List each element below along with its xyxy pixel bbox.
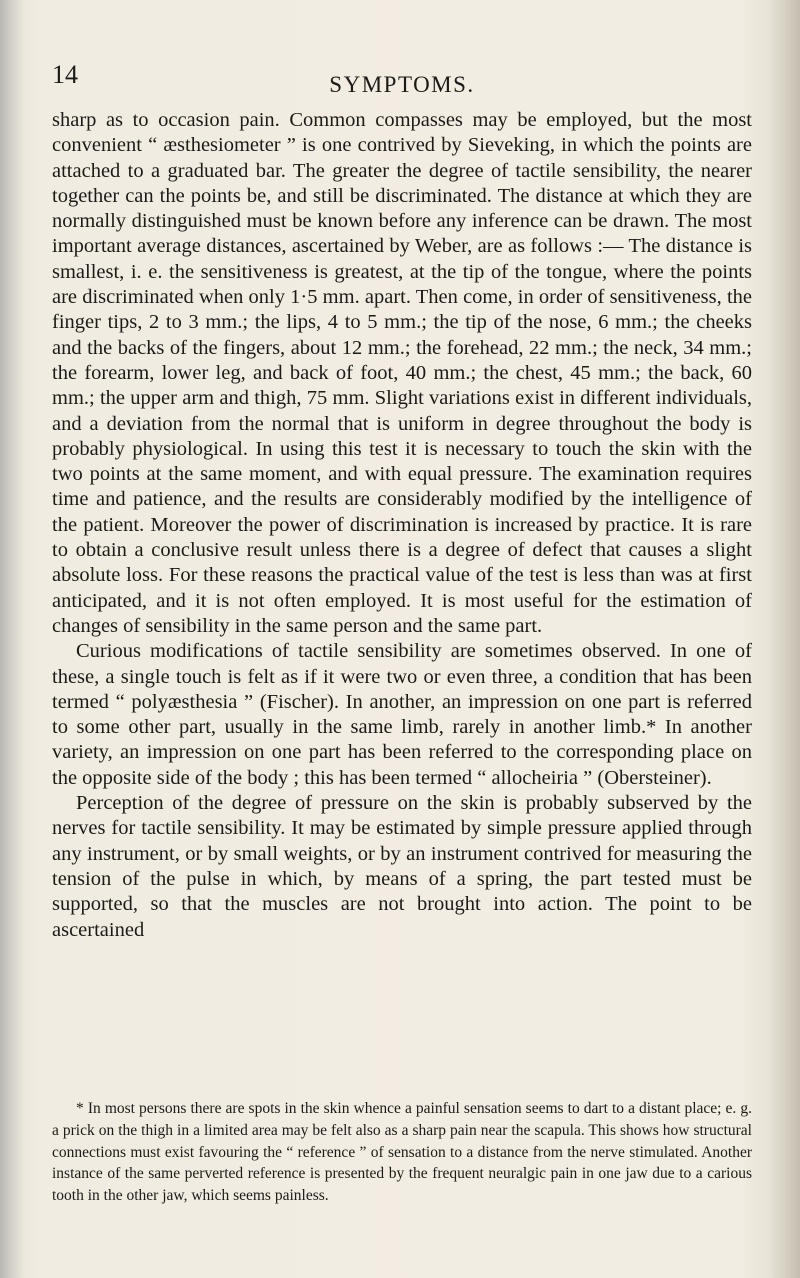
body-text: [52, 108, 752, 943]
paragraph-modifications: Curious modifications of tactile sensibility are sometimes observed. In one of these, a single touch is felt as if it were two or even three, a condition that has been termed “ polyæsthesia ” (Fischer). In another, an impression on one part is referred to some other part, usually in the same limb, rarely in another limb.* In another variety, an impression on one part has been referred to the corresponding place on the opposite side of the body ; this has been termed “ allocheiria ” (Obersteiner).: [52, 640, 752, 789]
page-gutter-shadow: [0, 0, 24, 1278]
page-header: [52, 60, 752, 100]
footnote: * In most persons there are spots in the skin whence a painful sensation seems to dart to a distant place; e. g. a prick on the thigh in a limited area may be felt also as a sharp pain near the scapula. This shows how structural connections must exist favouring the “ reference ” of sensation to a distance from the nerve stimulated. Another instance of the same perverted reference is presented by the frequent neuralgic pain in one jaw due to a carious tooth in the other jaw, which seems painless.: [52, 1100, 752, 1205]
paragraph-aesthesiometer: sharp as to occasion pain. Common compasses may be employed, but the most convenient “ æsthesiometer ” is one contrived by Sieveking, in which the points are attached to a graduated bar. The greater the degree of tactile sensibility, the nearer together can the points be, and still be discriminated. The distance at which they are normally distinguished must be known before any inference can be drawn. The most important average distances, ascertained by Weber, are as follows :— The distance is smallest, i. e. the sensitiveness is greatest, at the tip of the tongue, where the points are discriminated when only 1·5 mm. apart. Then come, in order of sensitiveness, the finger tips, 2 to 3 mm.; the lips, 4 to 5 mm.; the tip of the nose, 6 mm.; the cheeks and the backs of the fingers, about 12 mm.; the forehead, 22 mm.; the neck, 34 mm.; the forearm, lower leg, and back of foot, 40 mm.; the chest, 45 mm.; the back, 60 mm.; the upper arm and thigh, 75 mm. Slight variations exist in different individuals, and a deviation from the normal that is uniform in degree throughout the body is probably physiological. In using this test it is necessary to touch the skin with the two points at the same moment, and with equal pressure. The examination requires time and patience, and the results are considerably modified by the intelligence of the patient. Moreover the power of discrimination is increased by practice. It is rare to obtain a conclusive result unless there is a degree of defect that causes a slight absolute loss. For these reasons the practical value of the test is less than was at first anticipated, and it is not often employed. It is most useful for the estimation of changes of sensibility in the same person and the same part.: [52, 109, 752, 637]
running-head: SYMPTOMS.: [329, 72, 475, 97]
paragraph-pressure: Perception of the degree of pressure on the skin is probably subserved by the nerves for tactile sensibility. It may be estimated by simple pressure applied through any instrument, or by small weights, or by an instrument contrived for measuring the tension of the pulse in which, by means of a spring, the part tested must be supported, so that the muscles are not brought into action. The point to be ascertained: [52, 792, 752, 941]
page-number: 14: [52, 60, 78, 89]
page-edge-shadow: [770, 0, 800, 1278]
